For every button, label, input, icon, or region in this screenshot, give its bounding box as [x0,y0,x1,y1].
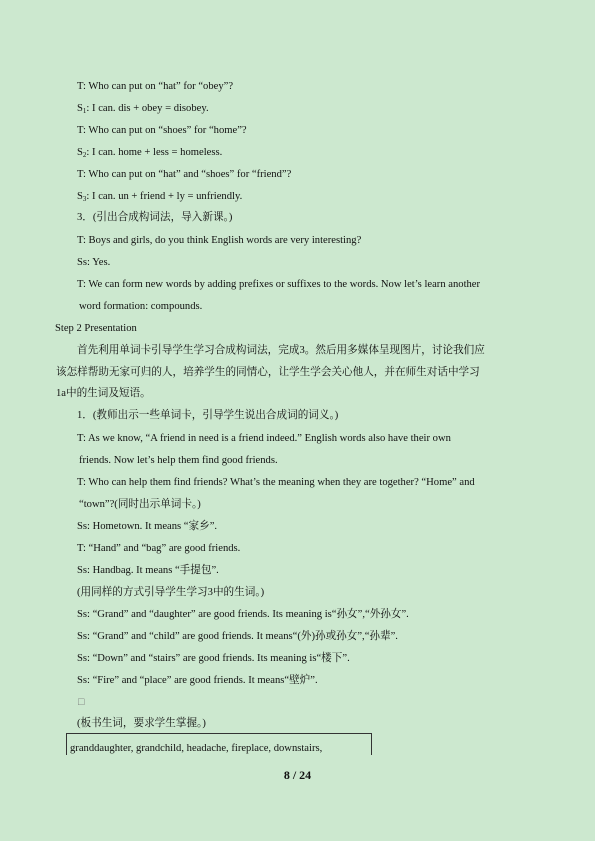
dialogue-line: T: Who can help them find friends? What’s the meaning when they are together? “Home” and [77,477,475,488]
dialogue-line [77,102,209,118]
dialogue-line [77,146,222,162]
dialogue-line: T: As we know, “A friend in need is a friend indeed.” English words also have their own [77,433,451,444]
paragraph-line: 首先利用单词卡引导学生学习合成构词法，完成3。然后用多媒体呈现图片，讨论我们应 [77,345,485,356]
page-number: 8 / 24 [283,768,312,782]
speaker-subscript: 3 [82,195,87,203]
blackboard-word-box [66,733,372,755]
dialogue-line: T: Who can put on “hat” and “shoes” for “friend”? [77,169,292,180]
step-instruction: (用同样的方式引导学生学习3中的生词。) [77,587,265,598]
dialogue-text: I can. un + friend + ly = unfriendly. [92,191,243,202]
blackboard-words: granddaughter, grandchild, headache, fireplace, downstairs, [70,743,323,754]
dialogue-line: T: Who can put on “shoes” for “home”? [77,125,247,136]
dialogue-line [77,190,242,206]
dialogue-line: T: We can form new words by adding prefixes or suffixes to the words. Now let’s learn another [77,279,481,290]
dialogue-text: I can. dis + obey = disobey. [92,103,209,114]
paragraph-line: 1a中的生词及短语。 [56,388,151,399]
dialogue-line: word formation: compounds. [79,301,203,312]
step-instruction: 1．(教师出示一些单词卡，引导学生说出合成词的词义。) [77,410,339,421]
dialogue-line: Ss: “Down” and “stairs” are good friends. Its meaning is“楼下”. [77,653,350,664]
dialogue-line: Ss: “Fire” and “place” are good friends. It means“壁炉”. [77,675,318,686]
dialogue-line: Ss: “Grand” and “daughter” are good friends. Its meaning is“孙女”,“外孙女”. [77,609,409,620]
speaker-colon: : [86,103,90,114]
section-heading: Step 2 Presentation [55,323,137,334]
dialogue-line: Ss: “Grand” and “child” are good friends. It means“(外)孙或孙女”,“孙辈”. [77,631,398,642]
speaker-colon: : [86,147,90,158]
placeholder-box-icon: □ [78,697,85,708]
speaker-label: S [77,103,83,114]
dialogue-text: I can. home + less = homeless. [92,147,223,158]
speaker-subscript: 1 [82,107,87,115]
dialogue-line: T: Boys and girls, do you think English words are very interesting? [77,235,362,246]
step-instruction: 3．(引出合成构词法，导入新课。) [77,212,233,223]
dialogue-line: Ss: Handbag. It means “手提包”. [77,565,219,576]
dialogue-line: friends. Now let’s help them find good friends. [79,455,278,466]
speaker-subscript: 2 [82,151,87,159]
dialogue-line: T: Who can put on “hat” for “obey”? [77,81,234,92]
step-instruction: (板书生词，要求学生掌握。) [77,718,206,729]
speaker-colon: : [86,191,90,202]
dialogue-line: Ss: Hometown. It means “家乡”. [77,521,218,532]
dialogue-line: Ss: Yes. [77,257,111,268]
dialogue-line: “town”?(同时出示单词卡。) [79,499,201,510]
speaker-label: S [77,191,83,202]
speaker-label: S [77,147,83,158]
paragraph-line: 该怎样帮助无家可归的人，培养学生的同情心，让学生学会关心他人，并在师生对话中学习 [56,367,480,378]
dialogue-line: T: “Hand” and “bag” are good friends. [77,543,241,554]
